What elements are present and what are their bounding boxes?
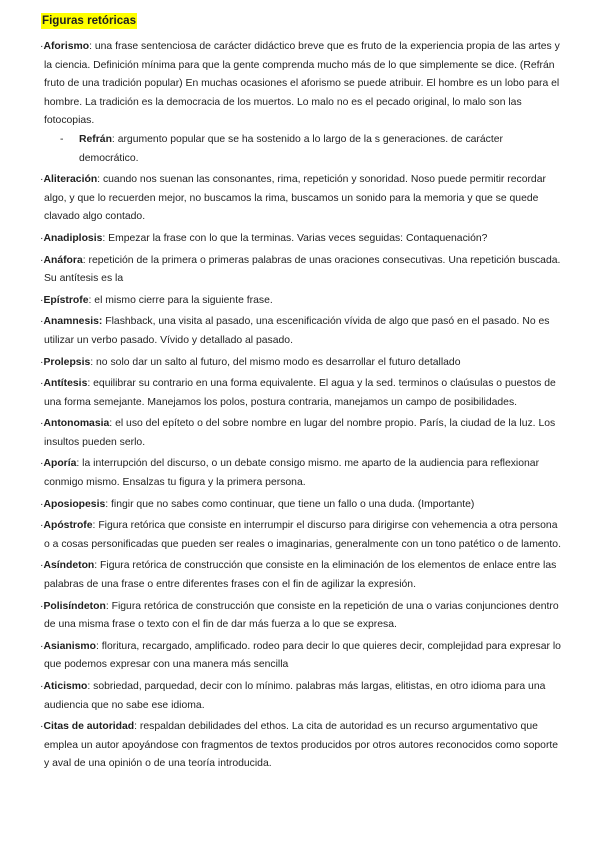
bullet-dot: · xyxy=(40,498,44,510)
definition-entry xyxy=(40,557,564,594)
definition-term: Aticismo xyxy=(43,681,88,692)
definition-entry xyxy=(40,230,564,249)
definition-text: : repetición de la primera o primeras palabras de unas oraciones consecutivas. Una repetición buscada. Su antítesis es la xyxy=(44,254,561,285)
bullet-dot: · xyxy=(40,418,44,430)
definition-term: Aposiopesis xyxy=(43,498,106,510)
definition-term: Anamnesis: xyxy=(43,316,103,328)
definition-entry xyxy=(40,455,564,492)
definition-text: : el mismo cierre para la siguiente frase. xyxy=(88,294,273,306)
definition-text: : la interrupción del discurso, o un debate consigo mismo. me aparto de la audiencia para reflexionar conmigo mismo. Ensalzas tu figura y la primera persona. xyxy=(44,458,540,489)
definition-entry xyxy=(40,375,564,412)
definition-entry xyxy=(40,415,564,452)
bullet-dot: · xyxy=(40,681,44,692)
definition-text: Flashback, una visita al pasado, una escenificación vívida de algo que pasó en el pasado. No es utilizar un verbo pasado. Vívido y detallado al pasado. xyxy=(44,316,550,346)
document-title: Figuras retóricas xyxy=(42,14,137,27)
definition-entry xyxy=(40,598,564,635)
sub-definition-term: Refrán xyxy=(79,133,112,145)
bullet-dot: · xyxy=(40,232,44,244)
definition-term: Anadiplosis xyxy=(43,232,103,244)
definition-term: Epístrofe xyxy=(43,294,89,306)
bullet-dot: · xyxy=(40,640,44,652)
bullet-dot: · xyxy=(40,600,44,612)
definition-entry xyxy=(40,354,564,373)
definition-entry xyxy=(40,517,564,554)
bullet-dot: · xyxy=(40,316,44,328)
definition-text: : equilibrar su contrario en una forma equivalente. El agua y la sed. terminos o claúsulas o puestos de una forma semejante. Manejamos los polos, postura contraria, manejamos un campo de posibilidades. xyxy=(44,378,556,408)
definition-text: : respaldan debilidades del ethos. La cita de autoridad es un recurso argumentativo que emplea un autor apoyándose con fragmentos de textos producidos por otros autores reconocidos como soporte y aval de una opinión o de una teoría introducida. xyxy=(44,721,559,770)
definition-text: : Figura retórica de construcción que consiste en la eliminación de los elementos de enlace entre las palabras de una frase o entre diferentes frases con el fin de agilizar la expresión. xyxy=(44,560,557,591)
bullet-dot: · xyxy=(40,356,44,368)
definition-term: Asíndeton xyxy=(43,560,95,572)
sub-definition-entry xyxy=(44,131,564,168)
definition-term: Aforismo xyxy=(43,41,90,52)
definition-entry xyxy=(40,313,564,350)
definition-text: : no solo dar un salto al futuro, del mismo modo es desarrollar el futuro detallado xyxy=(90,356,461,368)
definitions-list xyxy=(40,38,564,777)
definition-term: Aporía xyxy=(43,458,77,470)
bullet-dot: · xyxy=(40,378,44,390)
definition-text: : una frase sentenciosa de carácter didáctico breve que es fruto de la experiencia propia de las artes y la ciencia. Definición mínima para que la gente comprenda mucho más de lo que simplemente se dice. (Refrán fruto de una tradición popular) En muchas ocasiones el aforismo se puede atribuir. El hombre es un lobo para el hombre. La tradición es la democracia de los muertos. Lo malo no es el pecado original, lo malo son las fotocopias. xyxy=(44,41,560,127)
definition-term: Anáfora xyxy=(43,254,83,266)
definition-text: : floritura, recargado, amplificado. rodeo para decir lo que quieres decir, complejidad para expresar lo que podemos expresar con una manera más sencilla xyxy=(44,640,561,671)
definition-entry xyxy=(40,496,564,515)
definition-text: : sobriedad, parquedad, decir con lo mínimo. palabras más largas, elitistas, en otro idioma para una audiencia que no sabe ese idioma. xyxy=(44,681,546,711)
definition-term: Antítesis xyxy=(43,378,88,390)
definition-term: Citas de autoridad xyxy=(43,721,135,733)
definition-entry xyxy=(40,718,564,774)
definition-term: Apóstrofe xyxy=(43,520,93,532)
bullet-dot: · xyxy=(40,560,44,572)
definition-term: Polisíndeton xyxy=(43,600,106,612)
definition-entry xyxy=(40,638,564,675)
definition-entry xyxy=(40,171,564,227)
definition-text: : Empezar la frase con lo que la terminas. Varias veces seguidas: Contaquenación? xyxy=(102,232,488,244)
bullet-dot: · xyxy=(40,41,44,52)
bullet-dot: · xyxy=(40,174,44,186)
definition-text: : Figura retórica de construcción que consiste en la repetición de una o varias conjunciones dentro de una misma frase o texto con el fin de dar más fuerza a lo que se expresa. xyxy=(44,600,559,631)
bullet-dot: · xyxy=(40,458,44,470)
definition-entry xyxy=(40,252,564,289)
dash-bullet: - xyxy=(60,133,64,145)
bullet-dot: · xyxy=(40,254,44,266)
definition-entry xyxy=(40,38,564,131)
definition-text: : el uso del epíteto o del sobre nombre en lugar del nombre propio. París, la ciudad de la luz. Los insultos pueden serlo. xyxy=(44,418,556,448)
definition-text: : fingir que no sabes como continuar, que tiene un fallo o una duda. (Importante) xyxy=(105,498,475,510)
definition-term: Aliteración xyxy=(43,174,98,186)
definition-entry xyxy=(40,292,564,311)
definition-term: Prolepsis xyxy=(43,356,91,368)
definition-text: : cuando nos suenan las consonantes, rima, repetición y sonoridad. Noso puede permitir recordar algo, y que lo recuerden mejor, no buscamos la rima, buscamos un sonido para la memoria y que se quede clavado algo contado. xyxy=(44,174,546,223)
sub-definition-text: : argumento popular que se ha sostenido a lo largo de la s generaciones. de carácter democrático. xyxy=(79,133,503,164)
definition-term: Asianismo xyxy=(43,640,97,652)
definition-entry xyxy=(40,678,564,715)
definition-text: : Figura retórica que consiste en interrumpir el discurso para dirigirse con vehemencia a otra persona o a cosas personificadas que pueden ser reales o imaginarias, generalmente con un tono patético o de lamento. xyxy=(44,520,561,550)
bullet-dot: · xyxy=(40,294,44,306)
bullet-dot: · xyxy=(40,721,44,733)
definition-term: Antonomasia xyxy=(43,418,110,430)
bullet-dot: · xyxy=(40,520,44,532)
